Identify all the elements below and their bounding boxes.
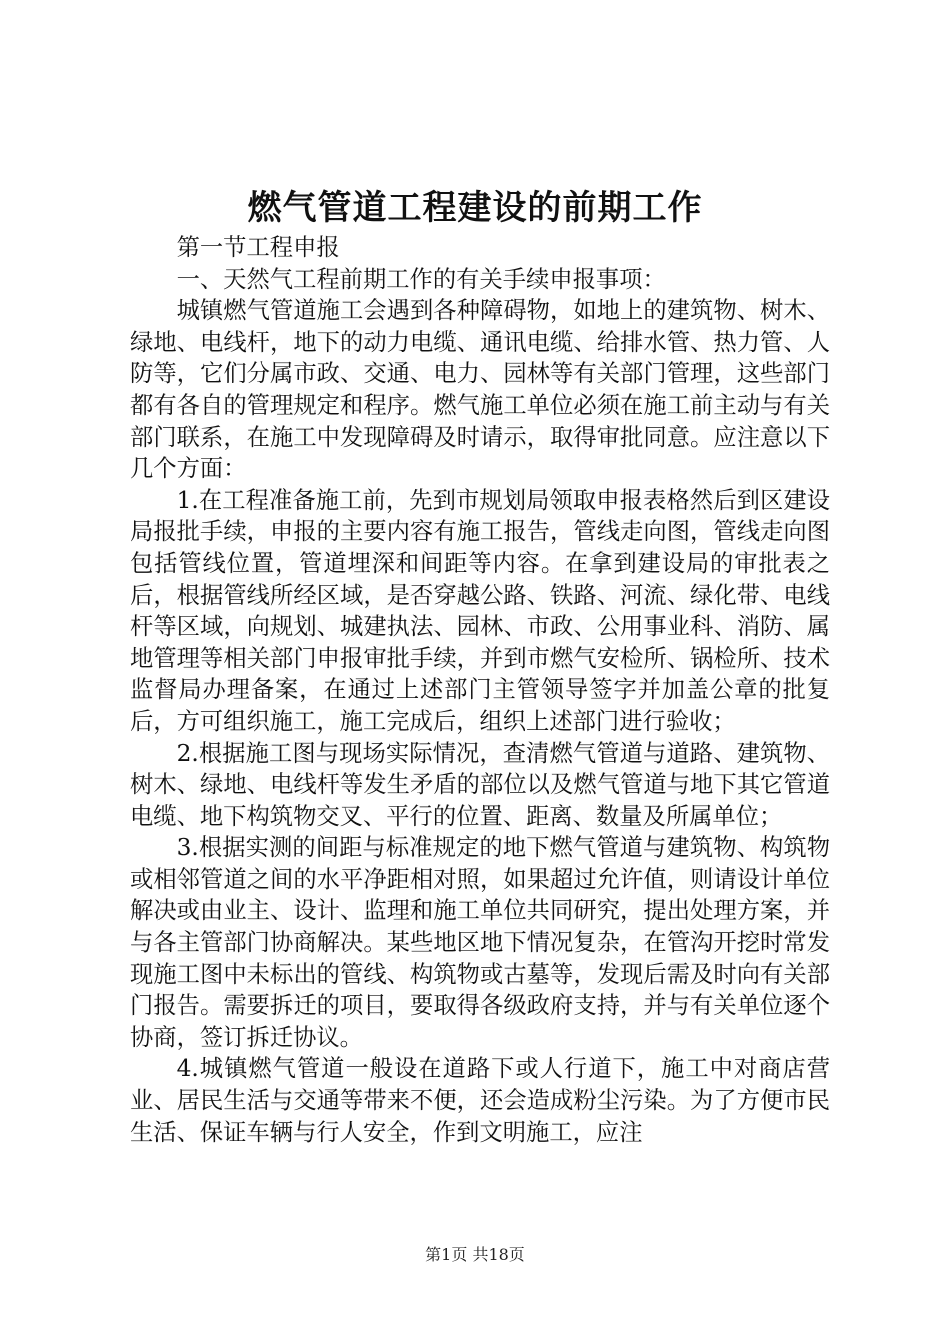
paragraph-item-4: 4.城镇燃气管道一般设在道路下或人行道下，施工中对商店营业、居民生活与交通等带来不便，还会造成粉尘污染。为了方便市民生活、保证车辆与行人安全，作到文明施工，应注 [130, 1055, 830, 1146]
section-heading: 第一节工程申报 [176, 234, 340, 261]
document-title: 燃气管道工程建设的前期工作 [247, 188, 703, 228]
page-number-footer: 第1页 共18页 [425, 1245, 525, 1264]
subsection-heading: 一、天然气工程前期工作的有关手续申报事项： [176, 265, 666, 293]
paragraph-item-3: 3.根据实测的间距与标准规定的地下燃气管道与建筑物、构筑物或相邻管道之间的水平净距相对照，如果超过允许值，则请设计单位解决或由业主、设计、监理和施工单位共同研究，提出处理方案，并与各主管部门协商解决。某些地区地下情况复杂，在管沟开挖时常发现施工图中未标出的管线、构筑物或古墓等，发现后需及时向有关部门报告。需要拆迁的项目，要取得各级政府支持，并与有关单位逐个协商，签订拆迁协议。 [130, 834, 830, 1051]
document-body [130, 232, 830, 1148]
paragraph-item-1: 1.在工程准备施工前，先到市规划局领取申报表格然后到区建设局报批手续，申报的主要内容有施工报告，管线走向图，管线走向图包括管线位置，管道埋深和间距等内容。在拿到建设局的审批表之后，根据管线所经区域，是否穿越公路、铁路、河流、绿化带、电线杆等区域，向规划、城建执法、园林、市政、公用事业科、消防、属地管理等相关部门申报审批手续，并到市燃气安检所、锅检所、技术监督局办理备案，在通过上述部门主管领导签字并加盖公章的批复后，方可组织施工，施工完成后，组织上述部门进行验收； [130, 486, 830, 735]
paragraph-item-2: 2.根据施工图与现场实际情况，查清燃气管道与道路、建筑物、树木、绿地、电线杆等发生矛盾的部位以及燃气管道与地下其它管道电缆、地下构筑物交叉、平行的位置、距离、数量及所属单位； [130, 739, 830, 830]
paragraph-intro: 城镇燃气管道施工会遇到各种障碍物，如地上的建筑物、树木、绿地、电线杆，地下的动力电缆、通讯电缆、给排水管、热力管、人防等，它们分属市政、交通、电力、园林等有关部门管理，这些部门都有各自的管理规定和程序。燃气施工单位必须在施工前主动与有关部门联系，在施工中发现障碍及时请示，取得审批同意。应注意以下几个方面： [130, 297, 830, 483]
